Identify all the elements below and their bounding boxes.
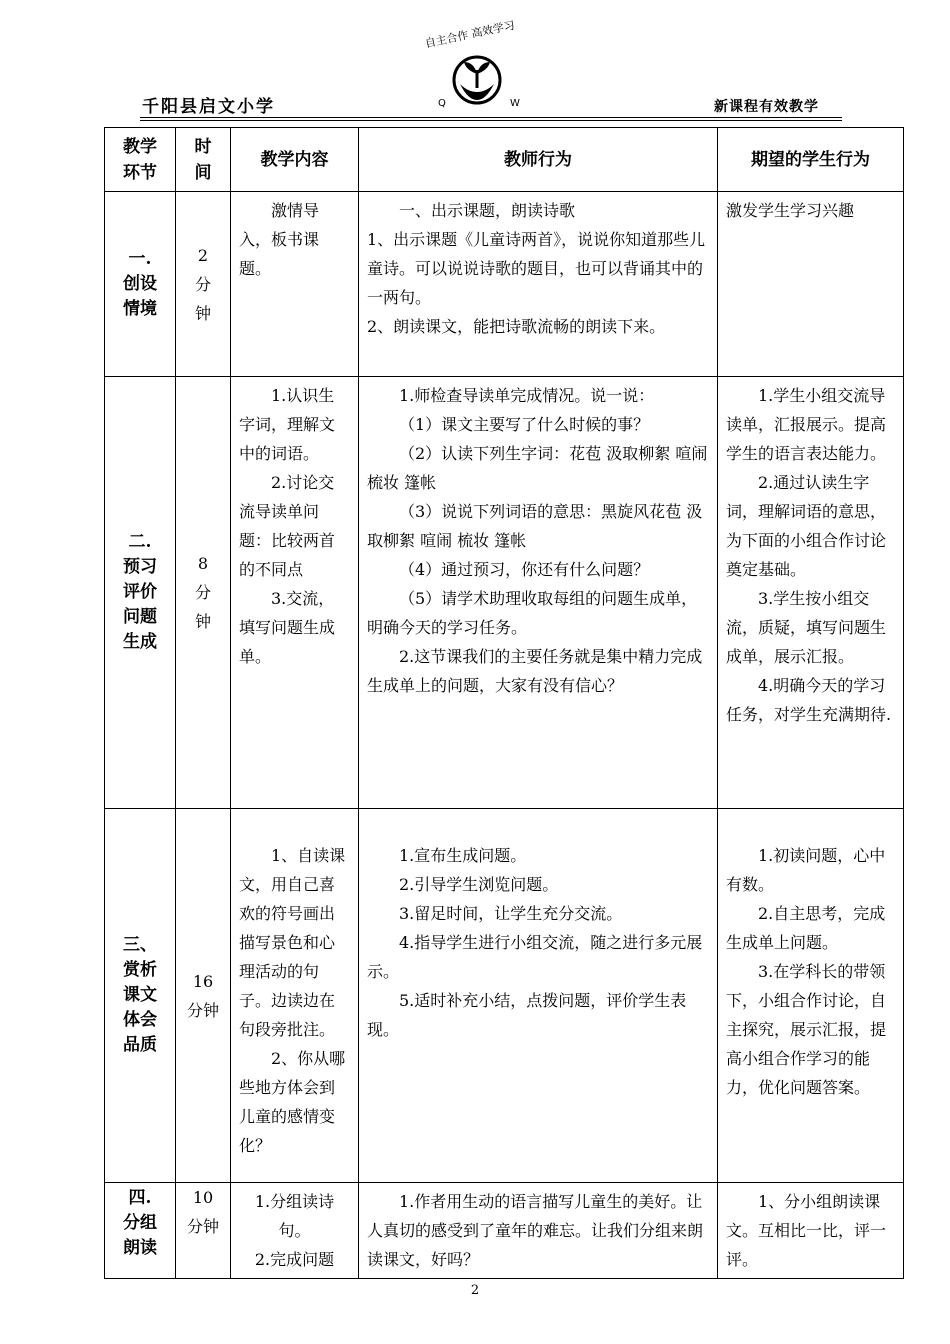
teacher-cell: 1.师检查导读单完成情况。说一说： （1）课文主要写了什么时候的事？ （2）认读下列生字词：花苞 汲取柳絮 喧闹 梳妆 篷帐 （3）说说下列词语的意思：黑旋风花苞 汲取柳絮 喧闹 梳妆 篷帐 （4）通过预习，你还有什么问题？ （5）请学术助理收取每组的问题生成单，明确今天的学习任务。 2.这节课我们的主要任务就是集中精力完成生成单上的问题，大家有没有信心？ <box>359 377 718 809</box>
time-cell: 8 分 钟 <box>176 377 231 809</box>
student-cell: 1.学生小组交流导读单，汇报展示。提高学生的语言表达能力。 2.通过认读生字词，理解词语的意思，为下面的小组合作讨论奠定基础。 3.学生按小组交流，质疑，填写问题生成单，展示汇报。 4.明确今天的学习任务，对学生充满期待. <box>718 377 904 809</box>
content-cell: 1、自读课文，用自己喜欢的符号画出描写景色和心理活动的句子。边读边在句段旁批注。 2、你从哪些地方体会到儿童的感情变化？ <box>231 809 359 1183</box>
school-name: 千阳县启文小学 <box>142 97 275 117</box>
student-cell: 激发学生学习兴趣 <box>718 192 904 377</box>
logo-letter-q: Q <box>438 98 446 109</box>
header-content: 教学内容 <box>231 128 359 192</box>
header-student: 期望的学生行为 <box>718 128 904 192</box>
table-header-row <box>105 128 904 192</box>
teacher-cell: 1.宣布生成问题。 2.引导学生浏览问题。 3.留足时间，让学生充分交流。 4.指导学生进行小组交流，随之进行多元展示。 5.适时补充小结，点拨问题，评价学生表现。 <box>359 809 718 1183</box>
stage-cell: 三、 赏析 课文 体会 品质 <box>105 809 176 1183</box>
table-row <box>105 377 904 809</box>
student-cell: 1、分小组朗读课文。互相比一比，评一评。 <box>718 1183 904 1279</box>
school-logo <box>416 18 538 116</box>
time-cell: 10 分钟 <box>176 1183 231 1279</box>
content-cell: 1.分组读诗句。 2.完成问题 <box>231 1183 359 1279</box>
header-rule-secondary <box>140 120 842 121</box>
teacher-cell: 一、出示课题，朗读诗歌 1、出示课题《儿童诗两首》，说说你知道那些儿童诗。可以说说诗歌的题目，也可以背诵其中的一两句。 2、朗读课文，能把诗歌流畅的朗读下来。 <box>359 192 718 377</box>
content-cell: 激情导入，板书课题。 <box>231 192 359 377</box>
logo-letter-w: W <box>510 98 520 109</box>
time-cell: 16 分钟 <box>176 809 231 1183</box>
table-row <box>105 192 904 377</box>
lesson-plan-table <box>104 127 904 1279</box>
stage-cell: 四. 分组 朗读 <box>105 1183 176 1279</box>
content-cell: 1.认识生字词，理解文中的词语。 2.讨论交流导读单问题：比较两首的不同点 3.交流，填写问题生成单。 <box>231 377 359 809</box>
student-cell: 1.初读问题，心中有数。 2.自主思考，完成生成单上问题。 3.在学科长的带领下，小组合作讨论，自主探究，展示汇报，提高小组合作学习的能力，优化问题答案。 <box>718 809 904 1183</box>
table-row <box>105 1183 904 1279</box>
header-time: 时间 <box>176 128 231 192</box>
page-header <box>0 0 950 120</box>
header-rule <box>140 117 842 118</box>
logo-motto: 自主合作 高效学习 <box>423 18 516 51</box>
stage-cell: 一. 创设 情境 <box>105 192 176 377</box>
time-cell: 2 分 钟 <box>176 192 231 377</box>
page-number: 2 <box>470 1283 480 1298</box>
table-row <box>105 809 904 1183</box>
stage-cell: 二. 预习 评价 问题 生成 <box>105 377 176 809</box>
header-teacher: 教师行为 <box>359 128 718 192</box>
course-name: 新课程有效教学 <box>714 99 819 115</box>
header-stage: 教学环节 <box>105 128 176 192</box>
teacher-cell: 1.作者用生动的语言描写儿童生的美好。让人真切的感受到了童年的难忘。让我们分组来朗读课文，好吗？ <box>359 1183 718 1279</box>
